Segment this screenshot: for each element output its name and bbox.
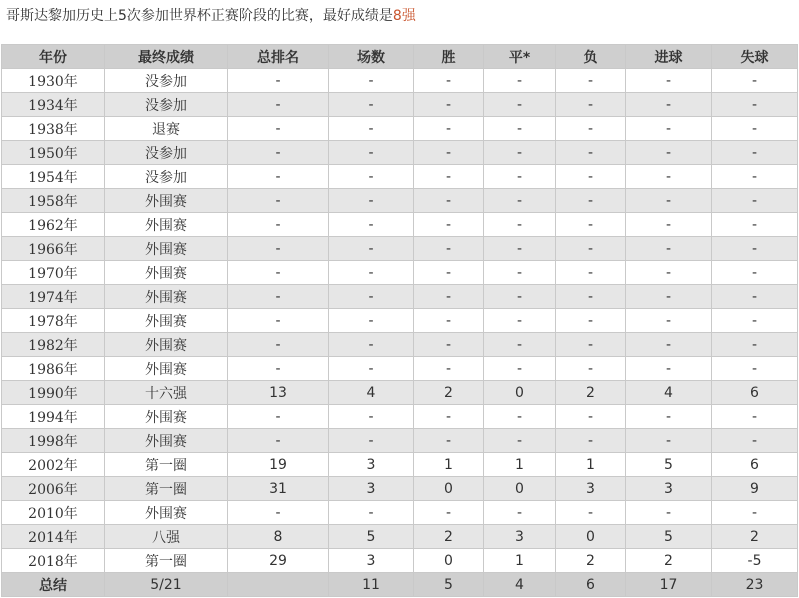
cell-col-draws: -: [484, 285, 556, 309]
cell-col-goals-for: -: [626, 357, 712, 381]
cell-col-draws: -: [484, 357, 556, 381]
cell-col-result: 外围赛: [105, 405, 228, 429]
table-row: [2, 261, 798, 285]
cell-col-losses: -: [556, 285, 626, 309]
cell-col-goals-against: 6: [712, 381, 798, 405]
cell-col-wins: -: [414, 213, 484, 237]
cell-col-goals-for: -: [626, 333, 712, 357]
table-row: [2, 213, 798, 237]
cell-col-goals-for: 2: [626, 549, 712, 573]
cell-col-losses: 0: [556, 525, 626, 549]
cell-col-goals-against: -5: [712, 549, 798, 573]
cell-col-draws: -: [484, 405, 556, 429]
cell-col-goals-for: -: [626, 69, 712, 93]
cell-col-rank: -: [228, 237, 329, 261]
cell-col-rank: 19: [228, 453, 329, 477]
table-row: [2, 549, 798, 573]
cell-col-wins: 2: [414, 525, 484, 549]
cell-col-result: 外围赛: [105, 237, 228, 261]
cell-col-rank: -: [228, 69, 329, 93]
cell-col-rank: -: [228, 405, 329, 429]
cell-col-matches: -: [329, 93, 414, 117]
cell-col-year: 2018年: [2, 549, 105, 573]
cell-col-rank: -: [228, 309, 329, 333]
cell-col-goals-against: -: [712, 309, 798, 333]
table-body: [2, 69, 798, 573]
cell-col-matches: -: [329, 405, 414, 429]
cell-col-matches: -: [329, 213, 414, 237]
cell-col-goals-against: -: [712, 165, 798, 189]
header-col-goals-for: 进球: [626, 45, 712, 69]
cell-col-goals-against: -: [712, 93, 798, 117]
cell-col-wins: -: [414, 357, 484, 381]
table-row: [2, 429, 798, 453]
cell-col-result: 没参加: [105, 69, 228, 93]
cell-col-matches: -: [329, 69, 414, 93]
cell-col-matches: 4: [329, 381, 414, 405]
cell-col-goals-against: -: [712, 213, 798, 237]
cell-col-goals-for: 4: [626, 381, 712, 405]
table-row: [2, 165, 798, 189]
cell-col-rank: 8: [228, 525, 329, 549]
cell-col-losses: -: [556, 429, 626, 453]
cell-col-goals-against: -: [712, 405, 798, 429]
total-col-result: 5/21: [105, 573, 228, 597]
header-col-rank: 总排名: [228, 45, 329, 69]
cell-col-goals-for: 5: [626, 453, 712, 477]
cell-col-wins: -: [414, 285, 484, 309]
cell-col-goals-for: -: [626, 309, 712, 333]
total-row: [2, 573, 798, 597]
header-col-wins: 胜: [414, 45, 484, 69]
cell-col-draws: -: [484, 333, 556, 357]
cell-col-result: 外围赛: [105, 501, 228, 525]
cell-col-matches: -: [329, 285, 414, 309]
table-row: [2, 309, 798, 333]
cell-col-rank: -: [228, 93, 329, 117]
cell-col-wins: -: [414, 261, 484, 285]
table-row: [2, 333, 798, 357]
cell-col-losses: -: [556, 165, 626, 189]
cell-col-losses: -: [556, 141, 626, 165]
cell-col-draws: -: [484, 117, 556, 141]
cell-col-losses: -: [556, 405, 626, 429]
cell-col-result: 外围赛: [105, 213, 228, 237]
cell-col-result: 十六强: [105, 381, 228, 405]
cell-col-year: 2014年: [2, 525, 105, 549]
caption-highlight: 8强: [392, 8, 416, 24]
table-row: [2, 141, 798, 165]
cell-col-rank: -: [228, 117, 329, 141]
header-col-matches: 场数: [329, 45, 414, 69]
cell-col-losses: -: [556, 309, 626, 333]
table-row: [2, 477, 798, 501]
cell-col-rank: 13: [228, 381, 329, 405]
cell-col-year: 1970年: [2, 261, 105, 285]
cell-col-result: 第一圈: [105, 549, 228, 573]
table-header: [2, 45, 798, 69]
cell-col-year: 2006年: [2, 477, 105, 501]
cell-col-losses: -: [556, 333, 626, 357]
cell-col-goals-for: -: [626, 501, 712, 525]
cell-col-draws: -: [484, 165, 556, 189]
table-row: [2, 381, 798, 405]
cell-col-rank: -: [228, 333, 329, 357]
cell-col-result: 第一圈: [105, 477, 228, 501]
table-footer: [2, 573, 798, 597]
header-col-goals-against: 失球: [712, 45, 798, 69]
cell-col-rank: -: [228, 261, 329, 285]
cell-col-year: 1998年: [2, 429, 105, 453]
cell-col-wins: 0: [414, 477, 484, 501]
total-col-rank: [228, 573, 329, 597]
cell-col-losses: -: [556, 117, 626, 141]
world-cup-history-table: [1, 44, 798, 597]
cell-col-result: 外围赛: [105, 333, 228, 357]
cell-col-losses: -: [556, 357, 626, 381]
header-row: [2, 45, 798, 69]
cell-col-goals-against: -: [712, 117, 798, 141]
cell-col-year: 1950年: [2, 141, 105, 165]
cell-col-wins: -: [414, 501, 484, 525]
cell-col-matches: -: [329, 309, 414, 333]
cell-col-year: 1958年: [2, 189, 105, 213]
cell-col-goals-against: -: [712, 501, 798, 525]
cell-col-draws: -: [484, 501, 556, 525]
cell-col-draws: -: [484, 189, 556, 213]
cell-col-rank: -: [228, 141, 329, 165]
cell-col-year: 1966年: [2, 237, 105, 261]
cell-col-draws: -: [484, 429, 556, 453]
cell-col-year: 1930年: [2, 69, 105, 93]
cell-col-draws: 0: [484, 381, 556, 405]
cell-col-wins: -: [414, 93, 484, 117]
cell-col-goals-against: -: [712, 189, 798, 213]
cell-col-result: 没参加: [105, 165, 228, 189]
cell-col-matches: 3: [329, 477, 414, 501]
total-col-matches: 11: [329, 573, 414, 597]
cell-col-year: 1954年: [2, 165, 105, 189]
cell-col-rank: -: [228, 429, 329, 453]
cell-col-losses: 2: [556, 381, 626, 405]
cell-col-wins: -: [414, 309, 484, 333]
cell-col-goals-for: 3: [626, 477, 712, 501]
table-row: [2, 69, 798, 93]
cell-col-result: 退赛: [105, 117, 228, 141]
cell-col-draws: -: [484, 69, 556, 93]
cell-col-losses: -: [556, 501, 626, 525]
cell-col-goals-against: 9: [712, 477, 798, 501]
page-caption: [6, 6, 416, 26]
total-col-draws: 4: [484, 573, 556, 597]
cell-col-losses: -: [556, 69, 626, 93]
cell-col-draws: 1: [484, 453, 556, 477]
table-row: [2, 501, 798, 525]
cell-col-goals-against: -: [712, 237, 798, 261]
cell-col-matches: -: [329, 429, 414, 453]
header-col-result: 最终成绩: [105, 45, 228, 69]
cell-col-goals-against: -: [712, 429, 798, 453]
cell-col-result: 没参加: [105, 93, 228, 117]
cell-col-goals-for: -: [626, 93, 712, 117]
cell-col-year: 2010年: [2, 501, 105, 525]
cell-col-goals-for: -: [626, 189, 712, 213]
cell-col-goals-for: -: [626, 141, 712, 165]
cell-col-goals-against: -: [712, 333, 798, 357]
cell-col-year: 1982年: [2, 333, 105, 357]
cell-col-losses: 2: [556, 549, 626, 573]
cell-col-goals-for: -: [626, 429, 712, 453]
cell-col-wins: -: [414, 189, 484, 213]
cell-col-result: 外围赛: [105, 261, 228, 285]
cell-col-result: 外围赛: [105, 285, 228, 309]
cell-col-result: 外围赛: [105, 189, 228, 213]
cell-col-matches: 3: [329, 549, 414, 573]
cell-col-wins: -: [414, 117, 484, 141]
total-col-year: 总结: [2, 573, 105, 597]
cell-col-goals-against: -: [712, 69, 798, 93]
cell-col-matches: -: [329, 237, 414, 261]
cell-col-matches: -: [329, 165, 414, 189]
cell-col-matches: 5: [329, 525, 414, 549]
cell-col-draws: 1: [484, 549, 556, 573]
table-row: [2, 189, 798, 213]
total-col-wins: 5: [414, 573, 484, 597]
cell-col-matches: -: [329, 117, 414, 141]
cell-col-goals-for: -: [626, 165, 712, 189]
cell-col-matches: -: [329, 501, 414, 525]
cell-col-wins: -: [414, 333, 484, 357]
table-row: [2, 405, 798, 429]
cell-col-rank: -: [228, 357, 329, 381]
cell-col-draws: -: [484, 93, 556, 117]
table-row: [2, 117, 798, 141]
table-row: [2, 237, 798, 261]
cell-col-year: 1962年: [2, 213, 105, 237]
cell-col-goals-against: -: [712, 261, 798, 285]
cell-col-rank: -: [228, 285, 329, 309]
table-row: [2, 93, 798, 117]
cell-col-wins: -: [414, 165, 484, 189]
cell-col-result: 没参加: [105, 141, 228, 165]
cell-col-rank: -: [228, 213, 329, 237]
cell-col-wins: 1: [414, 453, 484, 477]
header-col-year: 年份: [2, 45, 105, 69]
cell-col-draws: -: [484, 141, 556, 165]
cell-col-losses: 1: [556, 453, 626, 477]
cell-col-matches: -: [329, 357, 414, 381]
cell-col-losses: -: [556, 189, 626, 213]
cell-col-wins: -: [414, 429, 484, 453]
cell-col-losses: 3: [556, 477, 626, 501]
cell-col-goals-against: 2: [712, 525, 798, 549]
cell-col-rank: -: [228, 189, 329, 213]
total-col-goals-against: 23: [712, 573, 798, 597]
cell-col-draws: -: [484, 213, 556, 237]
cell-col-draws: -: [484, 309, 556, 333]
cell-col-matches: -: [329, 261, 414, 285]
cell-col-goals-against: -: [712, 141, 798, 165]
cell-col-wins: -: [414, 141, 484, 165]
cell-col-year: 1934年: [2, 93, 105, 117]
cell-col-wins: 2: [414, 381, 484, 405]
cell-col-goals-against: -: [712, 357, 798, 381]
cell-col-goals-for: -: [626, 117, 712, 141]
cell-col-goals-for: -: [626, 261, 712, 285]
cell-col-goals-against: -: [712, 285, 798, 309]
cell-col-result: 第一圈: [105, 453, 228, 477]
cell-col-matches: -: [329, 141, 414, 165]
cell-col-year: 1986年: [2, 357, 105, 381]
cell-col-goals-for: -: [626, 405, 712, 429]
cell-col-goals-for: -: [626, 285, 712, 309]
cell-col-matches: -: [329, 189, 414, 213]
cell-col-goals-for: -: [626, 213, 712, 237]
cell-col-result: 外围赛: [105, 357, 228, 381]
cell-col-losses: -: [556, 213, 626, 237]
cell-col-year: 1974年: [2, 285, 105, 309]
caption-text: 哥斯达黎加历史上5次参加世界杯正赛阶段的比赛，最好成绩是: [6, 8, 393, 24]
cell-col-year: 1994年: [2, 405, 105, 429]
cell-col-draws: -: [484, 261, 556, 285]
total-col-goals-for: 17: [626, 573, 712, 597]
cell-col-goals-against: 6: [712, 453, 798, 477]
cell-col-losses: -: [556, 261, 626, 285]
table-row: [2, 453, 798, 477]
cell-col-draws: 3: [484, 525, 556, 549]
header-col-losses: 负: [556, 45, 626, 69]
table-row: [2, 525, 798, 549]
cell-col-rank: 29: [228, 549, 329, 573]
cell-col-wins: -: [414, 405, 484, 429]
cell-col-result: 外围赛: [105, 309, 228, 333]
cell-col-year: 1990年: [2, 381, 105, 405]
cell-col-year: 2002年: [2, 453, 105, 477]
cell-col-matches: 3: [329, 453, 414, 477]
cell-col-result: 外围赛: [105, 429, 228, 453]
cell-col-year: 1978年: [2, 309, 105, 333]
cell-col-result: 八强: [105, 525, 228, 549]
cell-col-goals-for: 5: [626, 525, 712, 549]
cell-col-wins: -: [414, 237, 484, 261]
cell-col-losses: -: [556, 237, 626, 261]
cell-col-rank: 31: [228, 477, 329, 501]
cell-col-wins: 0: [414, 549, 484, 573]
total-col-losses: 6: [556, 573, 626, 597]
cell-col-rank: -: [228, 501, 329, 525]
cell-col-matches: -: [329, 333, 414, 357]
cell-col-wins: -: [414, 69, 484, 93]
header-col-draws: 平*: [484, 45, 556, 69]
cell-col-goals-for: -: [626, 237, 712, 261]
cell-col-year: 1938年: [2, 117, 105, 141]
cell-col-draws: 0: [484, 477, 556, 501]
table-row: [2, 285, 798, 309]
cell-col-draws: -: [484, 237, 556, 261]
cell-col-rank: -: [228, 165, 329, 189]
cell-col-losses: -: [556, 93, 626, 117]
table-row: [2, 357, 798, 381]
